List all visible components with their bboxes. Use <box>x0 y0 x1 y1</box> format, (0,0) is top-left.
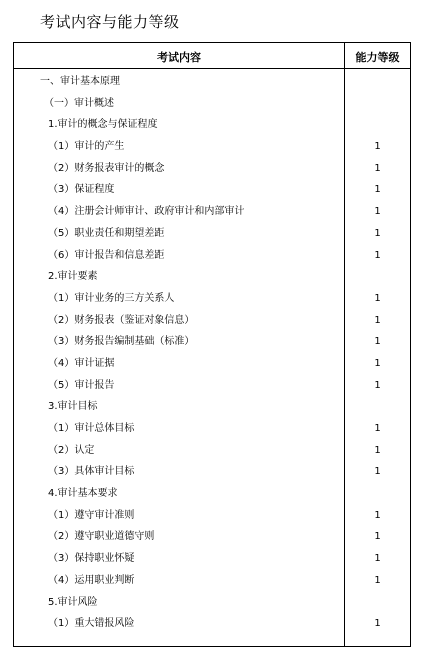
table-row <box>14 353 410 375</box>
row-content: （5）审计报告 <box>48 379 115 391</box>
row-content: （2）财务报表（鉴证对象信息） <box>48 314 195 326</box>
row-ability-level: 1 <box>374 292 381 304</box>
row-ability-level: 1 <box>374 444 381 456</box>
table-row <box>14 71 410 93</box>
row-content: 3.审计目标 <box>48 401 98 413</box>
row-ability-level: 1 <box>374 206 381 218</box>
table-row <box>14 483 410 505</box>
table-row <box>14 375 410 397</box>
table-row <box>14 418 410 440</box>
table-row <box>14 114 410 136</box>
row-ability-level: 1 <box>374 357 381 369</box>
table-row <box>14 331 410 353</box>
row-ability-level: 1 <box>374 336 381 348</box>
table-row <box>14 548 410 570</box>
row-ability-level: 1 <box>374 249 381 261</box>
table-row <box>14 288 410 310</box>
row-content: （4）审计证据 <box>48 357 115 369</box>
table-row <box>14 158 410 180</box>
table-row <box>14 93 410 115</box>
table-row <box>14 223 410 245</box>
row-content: （1）审计的产生 <box>48 141 125 153</box>
row-content: 一、审计基本原理 <box>40 76 120 87</box>
table-row <box>14 396 410 418</box>
row-content: （2）遵守职业道德守则 <box>48 531 155 543</box>
table-row <box>14 201 410 223</box>
row-ability-level: 1 <box>374 141 381 153</box>
row-content: （1）遵守审计准则 <box>48 509 135 521</box>
table-row <box>14 461 410 483</box>
row-content: 2.审计要素 <box>48 271 98 283</box>
header-ability-level: 能力等级 <box>355 51 400 64</box>
table-row <box>14 179 410 201</box>
row-content: （2）认定 <box>48 444 95 456</box>
row-content: 4.审计基本要求 <box>48 488 118 500</box>
row-content: （3）保持职业怀疑 <box>48 553 135 565</box>
page-title: 考试内容与能力等级 <box>40 13 180 31</box>
row-ability-level: 1 <box>374 618 381 630</box>
row-ability-level: 1 <box>374 314 381 326</box>
row-content: （3）具体审计目标 <box>48 466 135 478</box>
table-row <box>14 440 410 462</box>
row-content: （1）重大错报风险 <box>48 618 135 630</box>
row-ability-level: 1 <box>374 466 381 478</box>
table-row <box>14 266 410 288</box>
row-content: （3）财务报告编制基础（标准） <box>48 336 195 348</box>
row-ability-level: 1 <box>374 227 381 239</box>
table-header-row <box>14 43 410 69</box>
row-ability-level: 1 <box>374 574 381 586</box>
row-ability-level: 1 <box>374 553 381 565</box>
table-row <box>14 245 410 267</box>
table-row <box>14 570 410 592</box>
row-content: （2）财务报表审计的概念 <box>48 162 165 174</box>
table-row <box>14 136 410 158</box>
row-content: （4）注册会计师审计、政府审计和内部审计 <box>48 206 245 218</box>
table-row <box>14 505 410 527</box>
row-content: 5.审计风险 <box>48 596 98 608</box>
row-ability-level: 1 <box>374 423 381 434</box>
exam-content-table <box>13 42 411 647</box>
row-ability-level: 1 <box>374 531 381 543</box>
row-content: （1）审计业务的三方关系人 <box>48 292 175 304</box>
row-ability-level: 1 <box>374 162 381 174</box>
row-ability-level: 1 <box>374 379 381 391</box>
row-content: （6）审计报告和信息差距 <box>48 249 165 261</box>
table-body <box>14 71 410 635</box>
row-content: （1）审计总体目标 <box>48 423 135 434</box>
row-content: （3）保证程度 <box>48 184 115 196</box>
row-content: （5）职业责任和期望差距 <box>48 227 165 239</box>
table-row <box>14 592 410 614</box>
row-content: （一）审计概述 <box>44 97 114 109</box>
row-ability-level: 1 <box>374 509 381 521</box>
table-row <box>14 526 410 548</box>
table-row <box>14 310 410 332</box>
row-content: （4）运用职业判断 <box>48 574 135 586</box>
table-row <box>14 613 410 635</box>
row-content: 1.审计的概念与保证程度 <box>48 119 158 131</box>
header-exam-content: 考试内容 <box>157 51 201 64</box>
row-ability-level: 1 <box>374 184 381 196</box>
